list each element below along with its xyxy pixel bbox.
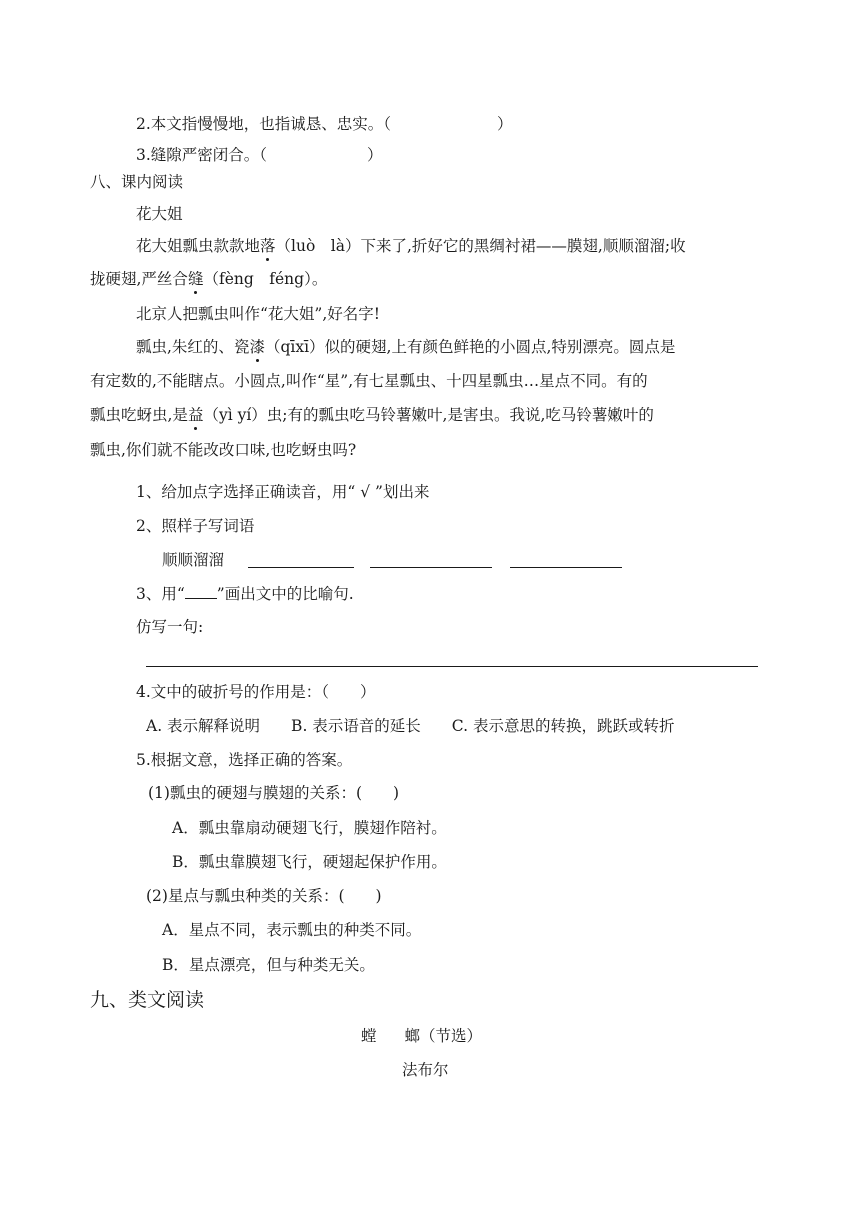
question-4: 4.文中的破折号的作用是：（ ） [136, 683, 376, 701]
question-1: 1、给加点字选择正确读音，用“ √ ”划出来 [136, 483, 430, 501]
passage-line: 有定数的,不能瞎点。小圆点,叫作“星”,有七星瓢虫、十四星瓢虫…星点不同。有的 [90, 372, 648, 390]
question-5-2: (2)星点与瓢虫种类的关系：( ) [146, 887, 382, 905]
option-5-1-b: B．瓢虫靠膜翅飞行，硬翅起保护作用。 [172, 853, 447, 871]
dotted-char: 缝 [187, 270, 204, 288]
example-word-line [162, 550, 224, 570]
question-3-line [136, 145, 383, 165]
passage-title: 花大姐 [136, 205, 183, 223]
question-4-options: A. 表示解释说明 B. 表示语音的延长 C. 表示意思的转换，跳跃或转折 [146, 717, 675, 735]
question-text: 3.缝隙严密闭合。（ [136, 146, 268, 164]
dotted-char: 漆 [249, 338, 265, 356]
imitate-label: 仿写一句: [136, 618, 204, 636]
question-text: 2.本文指慢慢地，也指诚恳、忠实。（ [136, 115, 392, 133]
answer-blank-1[interactable] [248, 567, 354, 568]
answer-blank-3[interactable] [510, 567, 622, 568]
passage-line: 花大姐瓢虫款款地落（luò là）下来了,折好它的黑绸衬裙——膜翅,顺顺溜溜;收 [136, 237, 686, 255]
passage-line: 拢硬翅,严丝合缝（fèng féng）。 [90, 270, 328, 288]
section-8-heading: 八、课内阅读 [90, 173, 184, 191]
option-5-1-a: A．瓢虫靠扇动硬翅飞行，膜翅作陪衬。 [172, 819, 447, 837]
example-word: 顺顺溜溜 [162, 551, 225, 569]
dotted-char: 落 [260, 237, 276, 255]
article-title: 螳 螂（节选） [361, 1027, 483, 1045]
passage-line: 北京人把瓢虫叫作“花大姐”,好名字! [136, 305, 381, 323]
imitate-answer-line[interactable] [146, 666, 758, 667]
question-3: 3、用“ ”画出文中的比喻句. [136, 582, 354, 604]
passage-line: 瓢虫,朱红的、瓷漆（qīxī）似的硬翅,上有颜色鲜艳的小圆点,特别漂亮。圆点是 [136, 338, 676, 356]
paren-close: ） [367, 146, 383, 164]
answer-blank-2[interactable] [370, 567, 492, 568]
section-9-heading: 九、类文阅读 [90, 989, 205, 1011]
passage-line: 瓢虫,你们就不能改改口味,也吃蚜虫吗? [90, 441, 357, 459]
option-5-2-a: A．星点不同，表示瓢虫的种类不同。 [162, 921, 422, 939]
paren-close: ） [497, 115, 513, 133]
article-author: 法布尔 [402, 1061, 449, 1079]
dotted-char: 益 [187, 406, 204, 424]
option-5-2-b: B．星点漂亮，但与种类无关。 [162, 956, 375, 974]
question-2: 2、照样子写词语 [136, 517, 255, 535]
underline-sample [185, 582, 217, 599]
question-5-1: (1)瓢虫的硬翅与膜翅的关系：( ) [148, 784, 400, 802]
question-5: 5.根据文意，选择正确的答案。 [136, 751, 353, 769]
passage-line: 瓢虫吃蚜虫,是益（yì yí）虫;有的瓢虫吃马铃薯嫩叶,是害虫。我说,吃马铃薯嫩叶的 [90, 406, 654, 424]
question-2-line [136, 114, 513, 134]
